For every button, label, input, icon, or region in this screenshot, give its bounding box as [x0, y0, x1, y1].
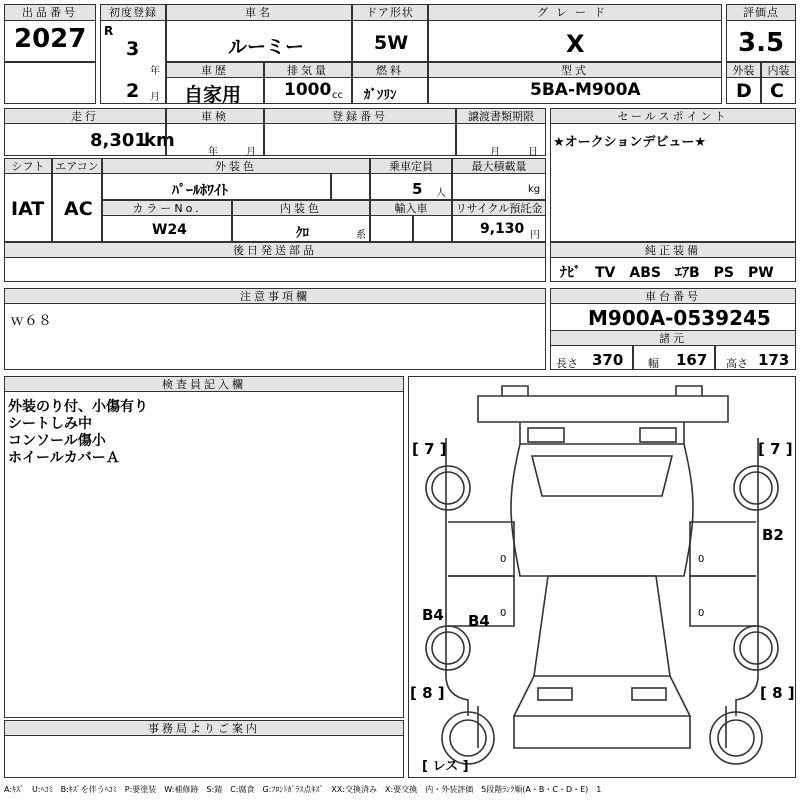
later-parts-header: 後日発送部品 — [4, 242, 546, 258]
car-name: ルーミー — [228, 36, 305, 58]
inspector-header: 検査員記入欄 — [4, 376, 404, 392]
mark-b2: B2 — [762, 526, 784, 544]
capacity-header: 乗車定員 — [370, 158, 452, 174]
displacement: 1000 — [284, 80, 332, 100]
interior-grade: C — [770, 80, 784, 102]
mark-b4a: B4 — [422, 606, 444, 624]
lot-no: 2027 — [14, 24, 87, 54]
score-header: 評価点 — [726, 4, 796, 21]
reg-no-header: 登録番号 — [264, 108, 456, 124]
inspector-note-3: コンソール傷小 — [8, 433, 106, 449]
ext-color: ﾊﾟｰﾙﾎﾜｲﾄ — [172, 183, 228, 199]
load-unit: kg — [528, 184, 541, 195]
reg-year: 3 — [126, 38, 140, 60]
legend: A:ｷｽﾞ U:ﾍｺﾐ B:ｷｽﾞを伴うﾍｺﾐ P:要塗装 W:補修跡 S:錆 C:腐食 G:ﾌﾛﾝﾄｶﾞﾗｽ点ｷｽﾞ XX:交換済み X:要交換 内・外装評価 5段階ﾗﾝｸ順(A・B・C・D・E) 1 — [4, 785, 602, 794]
capacity: 5 — [412, 180, 423, 198]
car-history-header: 車歴 — [166, 62, 264, 78]
reg-month: 2 — [126, 80, 140, 102]
door-header: ドア形状 — [352, 4, 428, 21]
sales-point-header: セールスポイント — [550, 108, 796, 124]
spec-length: 370 — [592, 351, 624, 369]
car-name-header: 車名 — [166, 4, 352, 21]
sales-point-box — [550, 108, 796, 242]
ext-color-header: 外装色 — [102, 158, 370, 174]
doc-month: 月 — [490, 147, 500, 158]
inspector-note-2: シートしみ中 — [8, 416, 92, 432]
spec-height-label: 高さ — [726, 357, 748, 370]
model-header: 型式 — [428, 62, 722, 78]
genuine-equip-header: 純正装備 — [550, 242, 796, 258]
import-box — [370, 200, 452, 242]
chassis-no: M900A-0539245 — [588, 306, 771, 330]
import-divider — [412, 216, 414, 242]
mileage-unit: km — [144, 130, 175, 151]
spec-width-label: 幅 — [648, 357, 659, 370]
mark-zero-1: 0 — [500, 554, 507, 565]
grade: X — [566, 30, 585, 58]
insp-year: 年 — [208, 147, 218, 158]
mark-tr: [ 7 ] — [758, 440, 793, 458]
aircon-header: エアコン — [52, 158, 102, 174]
notes-header: 注意事項欄 — [4, 288, 546, 304]
transfer-doc-header: 譲渡書類期限 — [456, 108, 546, 124]
displacement-header: 排気量 — [264, 62, 352, 78]
chassis-header: 車台番号 — [550, 288, 796, 304]
year-unit: 年 — [150, 66, 160, 77]
car-diagram — [408, 376, 796, 778]
doc-day: 日 — [528, 147, 538, 158]
reg-no-box — [264, 108, 456, 156]
spec-height: 173 — [758, 351, 790, 369]
inspector-note-4: ホイールカバーＡ — [8, 450, 120, 466]
int-color-header: 内装色 — [232, 200, 370, 216]
specs-header: 諸元 — [550, 330, 796, 346]
notes-box — [4, 288, 546, 370]
month-unit: 月 — [150, 92, 160, 103]
mark-br: [ 8 ] — [760, 684, 795, 702]
aircon: AC — [64, 198, 93, 220]
specs-div1 — [632, 346, 634, 370]
office-header: 事務局よりご案内 — [4, 720, 404, 736]
recycle-unit: 円 — [530, 230, 540, 241]
mark-bl: [ 8 ] — [410, 684, 445, 702]
spec-width: 167 — [676, 351, 708, 369]
genuine-equip: ﾅﾋﾞ TV ABS ｴｱB PS PW — [560, 265, 774, 281]
exterior-header: 外装 — [726, 62, 761, 78]
insp-month: 月 — [246, 147, 256, 158]
first-reg-header: 初度登録 — [100, 4, 166, 21]
int-color-unit: 系 — [356, 230, 366, 241]
exterior-grade: D — [736, 80, 752, 102]
mark-tl: [ 7 ] — [412, 440, 447, 458]
fuel: ｶﾞｿﾘﾝ — [364, 88, 397, 103]
specs-div2 — [714, 346, 716, 370]
recycle-header: リサイクル預託金 — [452, 200, 546, 216]
inspection-header: 車検 — [166, 108, 264, 124]
mark-zero-3: 0 — [698, 554, 705, 565]
recycle: 9,130 — [480, 221, 525, 237]
grade-header: グレード — [428, 4, 722, 21]
mark-b4b: B4 — [468, 612, 490, 630]
lot-no-header: 出品番号 — [4, 4, 96, 21]
later-parts-box — [4, 242, 546, 282]
color-no-header: カラーNo. — [102, 200, 232, 216]
score: 3.5 — [738, 28, 785, 58]
car-history: 自家用 — [184, 84, 242, 106]
shift-header: シフト — [4, 158, 52, 174]
mark-rest: [ レス ] — [422, 759, 469, 774]
inspector-note-1: 外装のり付、小傷有り — [8, 399, 148, 415]
mileage-header: 走行 — [4, 108, 166, 124]
door: 5W — [374, 32, 409, 54]
notes: ｗ６８ — [10, 313, 52, 329]
int-color: ｸﾛ — [296, 226, 309, 241]
displacement-unit: cc — [332, 90, 343, 101]
mark-zero-4: 0 — [698, 608, 705, 619]
office-box — [4, 720, 404, 778]
capacity-unit: 人 — [436, 188, 446, 199]
interior-header: 内装 — [761, 62, 796, 78]
import-header: 輸入車 — [370, 200, 452, 216]
shift: IAT — [11, 198, 45, 220]
model: 5BA-M900A — [530, 80, 641, 100]
era: R — [104, 24, 114, 38]
lot-no-lower — [4, 62, 96, 104]
max-load-header: 最大積載量 — [452, 158, 546, 174]
mark-zero-2: 0 — [500, 608, 507, 619]
sales-point: ★オークションデビュー★ — [553, 135, 707, 150]
fuel-header: 燃料 — [352, 62, 428, 78]
ext-color-divider — [330, 174, 332, 200]
color-no: W24 — [152, 222, 187, 238]
spec-length-label: 長さ — [556, 357, 578, 370]
mileage: 8,301 — [90, 130, 147, 151]
